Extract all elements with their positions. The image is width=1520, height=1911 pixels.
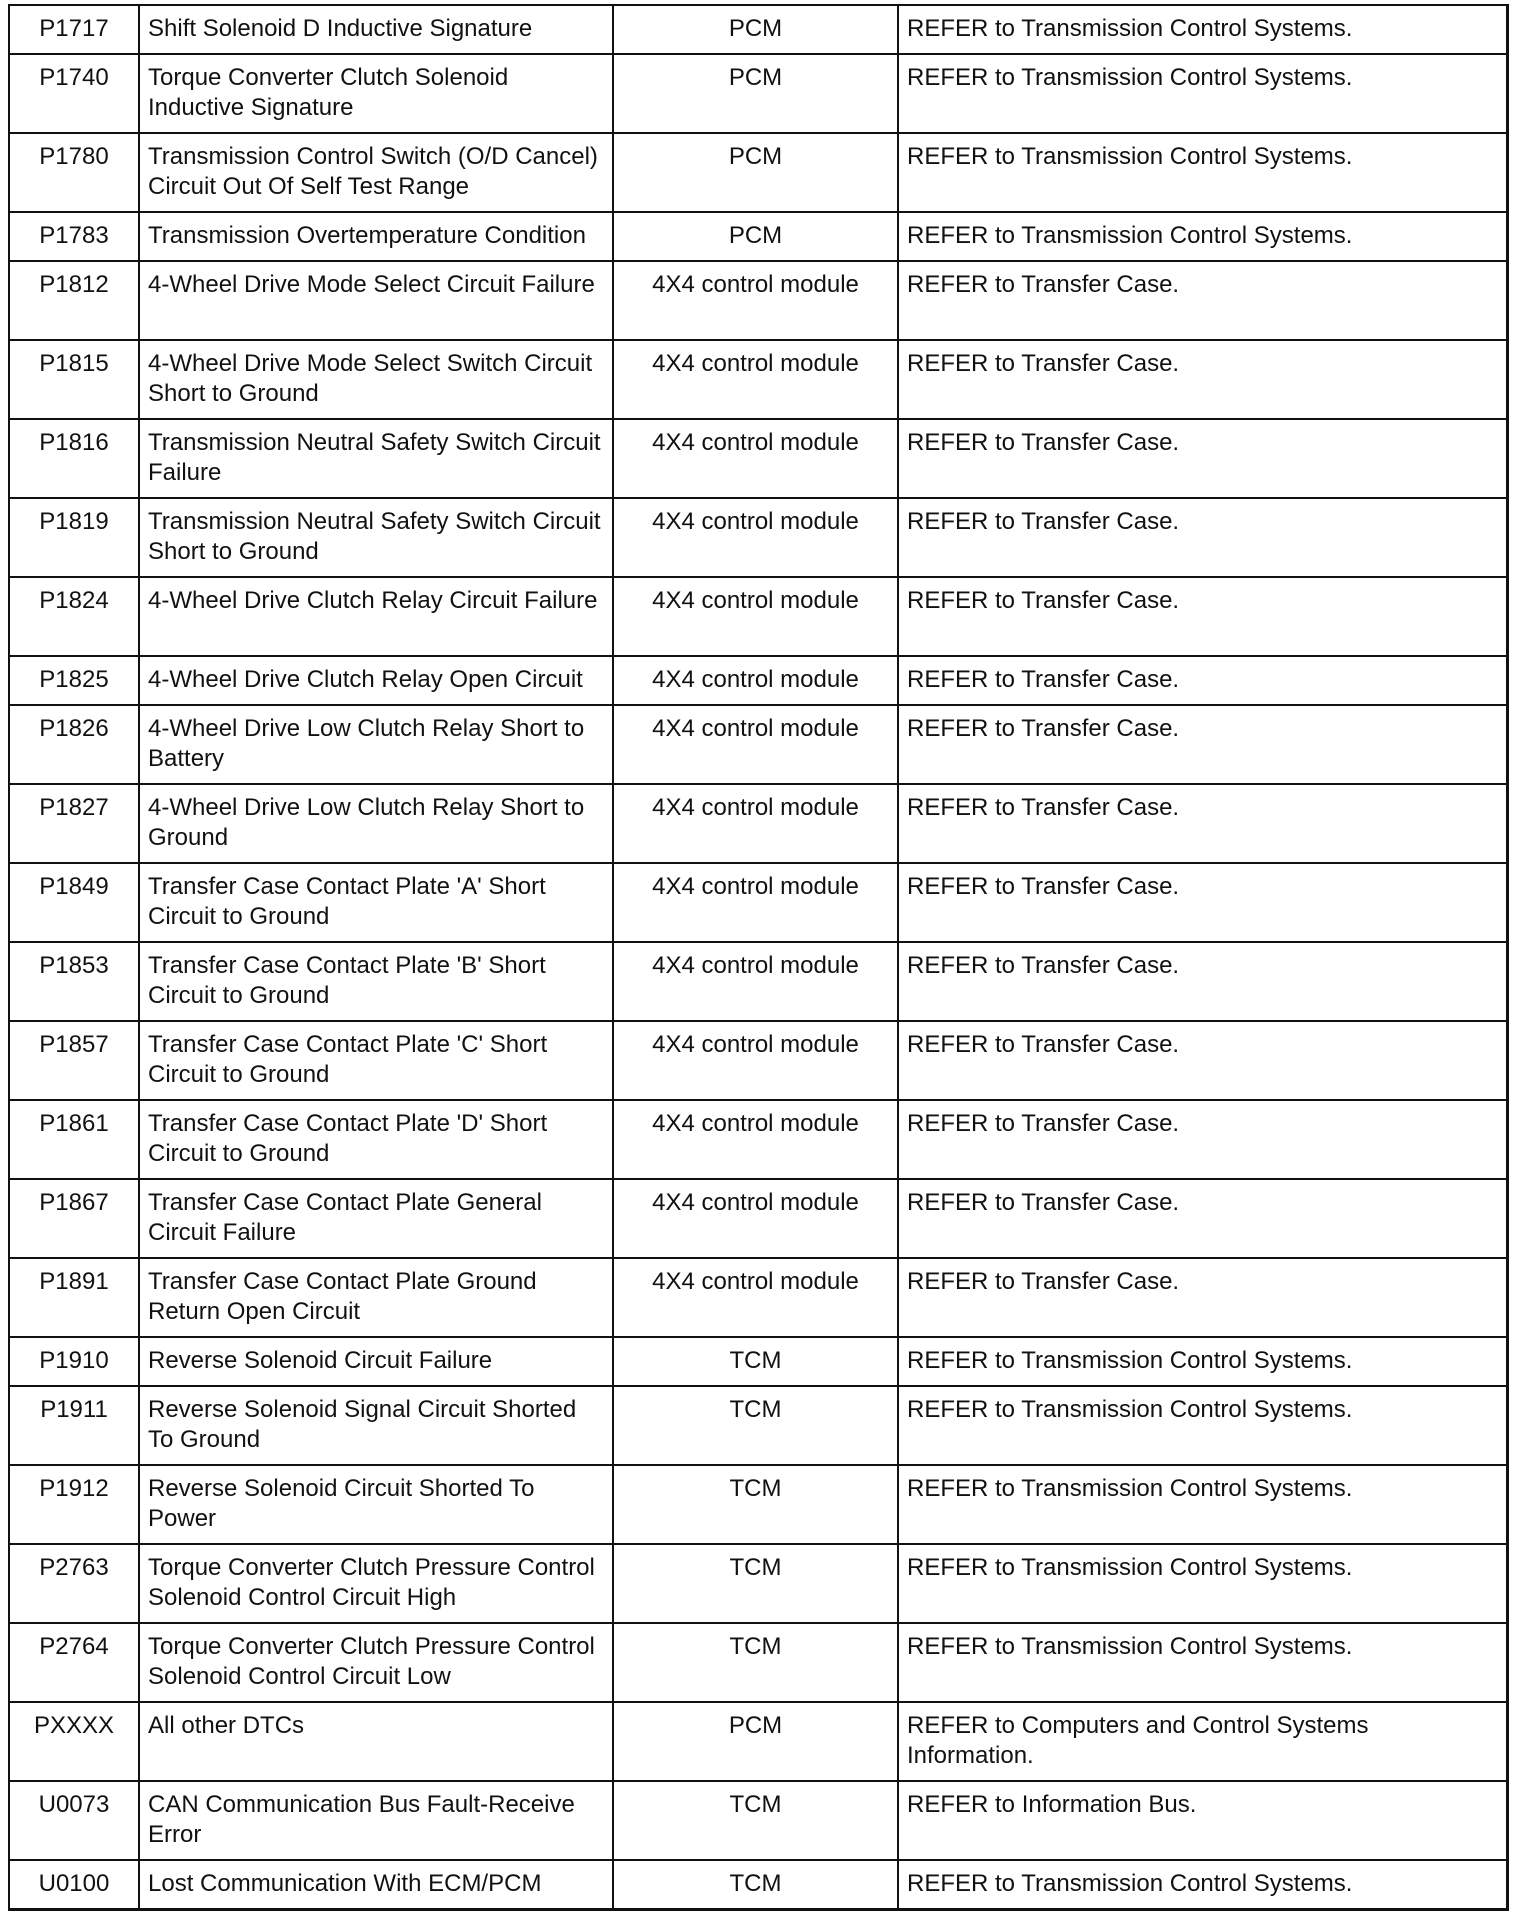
dtc-description-cell: Reverse Solenoid Signal Circuit Shorted To Ground: [139, 1386, 613, 1465]
dtc-description-cell: Transmission Neutral Safety Switch Circuit Failure: [139, 419, 613, 498]
dtc-module-cell: 4X4 control module: [613, 577, 898, 656]
dtc-code-cell: P1912: [9, 1465, 139, 1544]
table-row: [9, 1258, 1507, 1337]
dtc-module-cell: 4X4 control module: [613, 1100, 898, 1179]
table-row: [9, 1021, 1507, 1100]
dtc-module-cell: TCM: [613, 1781, 898, 1860]
table-row: [9, 577, 1507, 656]
dtc-description-cell: Transmission Neutral Safety Switch Circuit Short to Ground: [139, 498, 613, 577]
dtc-description-cell: Transfer Case Contact Plate Ground Return Open Circuit: [139, 1258, 613, 1337]
dtc-code-cell: P1812: [9, 261, 139, 340]
dtc-action-cell: REFER to Information Bus.: [898, 1781, 1507, 1860]
table-row: [9, 498, 1507, 577]
dtc-module-cell: TCM: [613, 1623, 898, 1702]
dtc-code-cell: P1849: [9, 863, 139, 942]
table-row: [9, 340, 1507, 419]
dtc-action-cell: REFER to Transmission Control Systems.: [898, 54, 1507, 133]
dtc-module-cell: PCM: [613, 1702, 898, 1781]
dtc-module-cell: 4X4 control module: [613, 863, 898, 942]
table-row: [9, 261, 1507, 340]
dtc-module-cell: 4X4 control module: [613, 656, 898, 705]
dtc-description-cell: All other DTCs: [139, 1702, 613, 1781]
dtc-module-cell: 4X4 control module: [613, 419, 898, 498]
dtc-description-cell: 4-Wheel Drive Clutch Relay Open Circuit: [139, 656, 613, 705]
dtc-action-cell: REFER to Transmission Control Systems.: [898, 1465, 1507, 1544]
dtc-code-cell: U0073: [9, 1781, 139, 1860]
dtc-module-cell: TCM: [613, 1386, 898, 1465]
dtc-description-cell: Transfer Case Contact Plate 'B' Short Circuit to Ground: [139, 942, 613, 1021]
dtc-action-cell: REFER to Transfer Case.: [898, 1258, 1507, 1337]
dtc-reference-table: [8, 4, 1509, 1911]
dtc-module-cell: 4X4 control module: [613, 784, 898, 863]
dtc-action-cell: REFER to Transmission Control Systems.: [898, 133, 1507, 212]
dtc-description-cell: Torque Converter Clutch Pressure Control Solenoid Control Circuit Low: [139, 1623, 613, 1702]
dtc-module-cell: TCM: [613, 1544, 898, 1623]
dtc-action-cell: REFER to Transfer Case.: [898, 261, 1507, 340]
dtc-module-cell: PCM: [613, 5, 898, 54]
dtc-module-cell: 4X4 control module: [613, 498, 898, 577]
dtc-description-cell: 4-Wheel Drive Mode Select Circuit Failure: [139, 261, 613, 340]
dtc-action-cell: REFER to Transmission Control Systems.: [898, 1337, 1507, 1386]
dtc-module-cell: 4X4 control module: [613, 705, 898, 784]
dtc-module-cell: 4X4 control module: [613, 1258, 898, 1337]
dtc-code-cell: P1740: [9, 54, 139, 133]
dtc-action-cell: REFER to Transfer Case.: [898, 1021, 1507, 1100]
dtc-code-cell: PXXXX: [9, 1702, 139, 1781]
dtc-action-cell: REFER to Transfer Case.: [898, 498, 1507, 577]
dtc-module-cell: 4X4 control module: [613, 1021, 898, 1100]
table-row: [9, 1781, 1507, 1860]
dtc-module-cell: TCM: [613, 1465, 898, 1544]
dtc-code-cell: P1815: [9, 340, 139, 419]
dtc-action-cell: REFER to Transmission Control Systems.: [898, 1386, 1507, 1465]
table-row: [9, 54, 1507, 133]
table-row: [9, 705, 1507, 784]
dtc-table-body: [9, 5, 1507, 1910]
dtc-module-cell: TCM: [613, 1860, 898, 1910]
dtc-code-cell: P1825: [9, 656, 139, 705]
table-row: [9, 1623, 1507, 1702]
dtc-module-cell: 4X4 control module: [613, 942, 898, 1021]
dtc-action-cell: REFER to Transmission Control Systems.: [898, 1860, 1507, 1910]
table-row: [9, 784, 1507, 863]
dtc-action-cell: REFER to Transfer Case.: [898, 942, 1507, 1021]
dtc-description-cell: Transfer Case Contact Plate 'A' Short Circuit to Ground: [139, 863, 613, 942]
table-row: [9, 133, 1507, 212]
dtc-code-cell: P2763: [9, 1544, 139, 1623]
dtc-code-cell: P2764: [9, 1623, 139, 1702]
dtc-action-cell: REFER to Computers and Control Systems Information.: [898, 1702, 1507, 1781]
table-row: [9, 1702, 1507, 1781]
table-row: [9, 1337, 1507, 1386]
dtc-description-cell: Reverse Solenoid Circuit Shorted To Power: [139, 1465, 613, 1544]
table-row: [9, 5, 1507, 54]
dtc-module-cell: PCM: [613, 212, 898, 261]
dtc-description-cell: Transfer Case Contact Plate 'D' Short Circuit to Ground: [139, 1100, 613, 1179]
dtc-code-cell: P1717: [9, 5, 139, 54]
dtc-description-cell: 4-Wheel Drive Mode Select Switch Circuit Short to Ground: [139, 340, 613, 419]
dtc-module-cell: 4X4 control module: [613, 261, 898, 340]
dtc-code-cell: P1826: [9, 705, 139, 784]
dtc-description-cell: Shift Solenoid D Inductive Signature: [139, 5, 613, 54]
dtc-code-cell: P1861: [9, 1100, 139, 1179]
table-row: [9, 1860, 1507, 1910]
dtc-action-cell: REFER to Transfer Case.: [898, 1179, 1507, 1258]
table-row: [9, 1386, 1507, 1465]
dtc-action-cell: REFER to Transmission Control Systems.: [898, 212, 1507, 261]
dtc-action-cell: REFER to Transmission Control Systems.: [898, 1544, 1507, 1623]
dtc-description-cell: Torque Converter Clutch Pressure Control Solenoid Control Circuit High: [139, 1544, 613, 1623]
dtc-code-cell: P1891: [9, 1258, 139, 1337]
dtc-code-cell: P1824: [9, 577, 139, 656]
dtc-description-cell: Transfer Case Contact Plate 'C' Short Circuit to Ground: [139, 1021, 613, 1100]
dtc-description-cell: Transfer Case Contact Plate General Circuit Failure: [139, 1179, 613, 1258]
table-row: [9, 863, 1507, 942]
dtc-module-cell: PCM: [613, 54, 898, 133]
table-row: [9, 212, 1507, 261]
dtc-action-cell: REFER to Transfer Case.: [898, 705, 1507, 784]
table-row: [9, 1179, 1507, 1258]
dtc-description-cell: Lost Communication With ECM/PCM: [139, 1860, 613, 1910]
dtc-code-cell: P1857: [9, 1021, 139, 1100]
dtc-action-cell: REFER to Transfer Case.: [898, 656, 1507, 705]
dtc-code-cell: P1783: [9, 212, 139, 261]
dtc-code-cell: P1853: [9, 942, 139, 1021]
dtc-module-cell: 4X4 control module: [613, 340, 898, 419]
table-row: [9, 1465, 1507, 1544]
dtc-action-cell: REFER to Transmission Control Systems.: [898, 5, 1507, 54]
dtc-action-cell: REFER to Transfer Case.: [898, 1100, 1507, 1179]
dtc-code-cell: P1911: [9, 1386, 139, 1465]
table-row: [9, 1544, 1507, 1623]
dtc-code-cell: P1780: [9, 133, 139, 212]
dtc-description-cell: Transmission Overtemperature Condition: [139, 212, 613, 261]
dtc-module-cell: 4X4 control module: [613, 1179, 898, 1258]
dtc-description-cell: CAN Communication Bus Fault-Receive Error: [139, 1781, 613, 1860]
dtc-description-cell: Torque Converter Clutch Solenoid Inductive Signature: [139, 54, 613, 133]
table-row: [9, 942, 1507, 1021]
dtc-code-cell: P1816: [9, 419, 139, 498]
dtc-module-cell: PCM: [613, 133, 898, 212]
table-row: [9, 1100, 1507, 1179]
dtc-description-cell: 4-Wheel Drive Clutch Relay Circuit Failure: [139, 577, 613, 656]
dtc-action-cell: REFER to Transmission Control Systems.: [898, 1623, 1507, 1702]
dtc-action-cell: REFER to Transfer Case.: [898, 340, 1507, 419]
table-row: [9, 656, 1507, 705]
dtc-action-cell: REFER to Transfer Case.: [898, 419, 1507, 498]
dtc-description-cell: Transmission Control Switch (O/D Cancel) Circuit Out Of Self Test Range: [139, 133, 613, 212]
dtc-code-cell: P1910: [9, 1337, 139, 1386]
dtc-code-cell: U0100: [9, 1860, 139, 1910]
dtc-action-cell: REFER to Transfer Case.: [898, 577, 1507, 656]
table-row: [9, 419, 1507, 498]
dtc-code-cell: P1819: [9, 498, 139, 577]
dtc-module-cell: TCM: [613, 1337, 898, 1386]
dtc-description-cell: 4-Wheel Drive Low Clutch Relay Short to Ground: [139, 784, 613, 863]
dtc-action-cell: REFER to Transfer Case.: [898, 784, 1507, 863]
dtc-code-cell: P1867: [9, 1179, 139, 1258]
dtc-description-cell: Reverse Solenoid Circuit Failure: [139, 1337, 613, 1386]
dtc-code-cell: P1827: [9, 784, 139, 863]
dtc-description-cell: 4-Wheel Drive Low Clutch Relay Short to Battery: [139, 705, 613, 784]
dtc-action-cell: REFER to Transfer Case.: [898, 863, 1507, 942]
